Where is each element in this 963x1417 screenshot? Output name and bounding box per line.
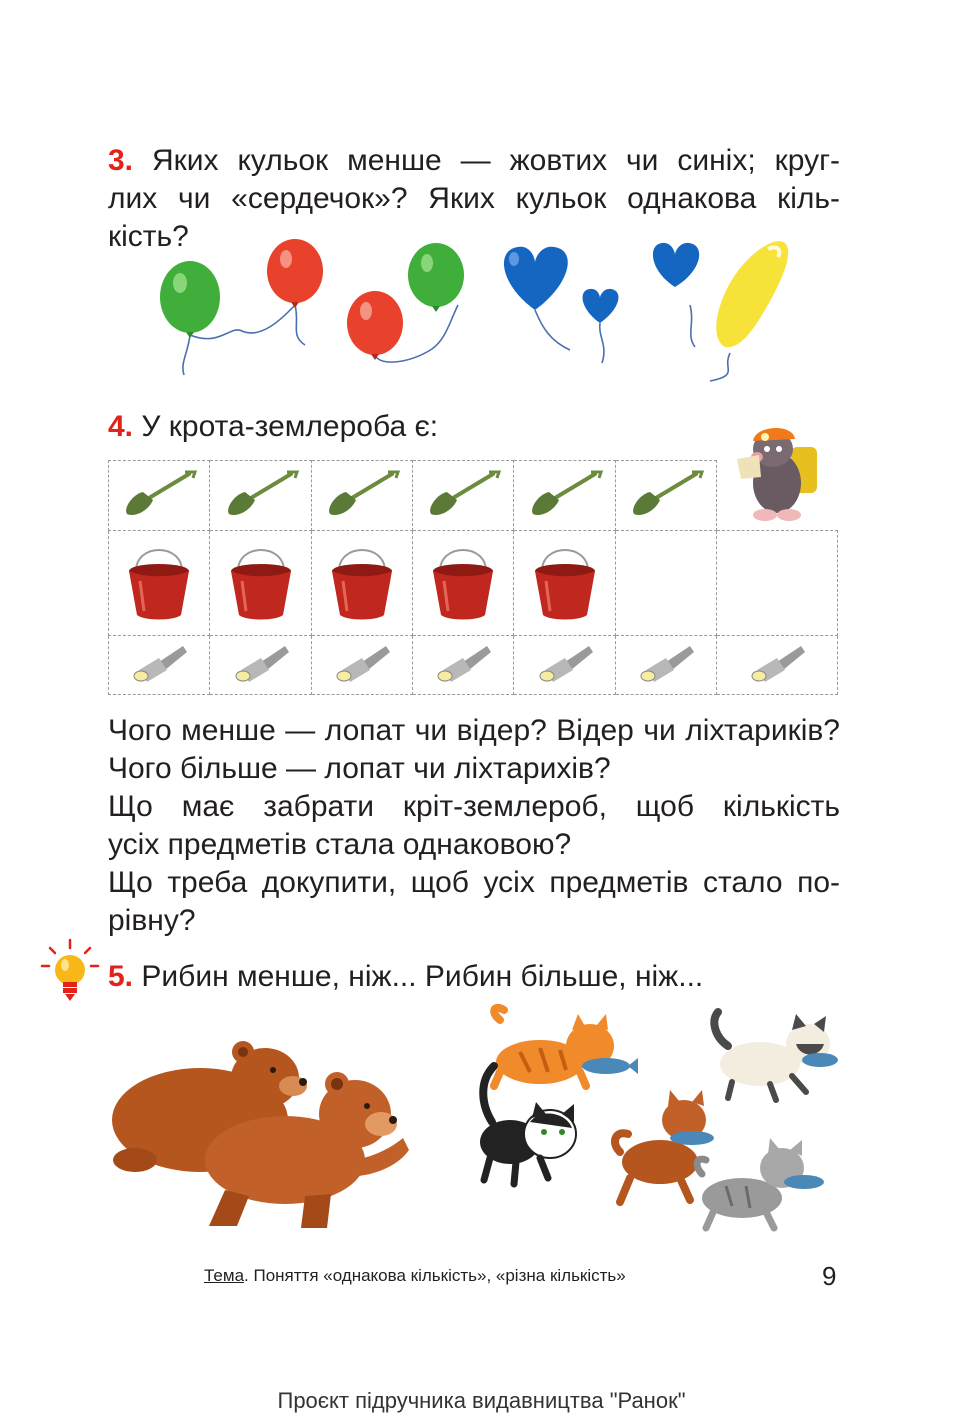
mole-cell	[717, 461, 838, 531]
task-4-number: 4.	[108, 410, 134, 443]
flashlight-icon	[433, 640, 493, 684]
task-4-question-4: усіх предметів стала однаковою?	[108, 828, 572, 861]
items-grid	[108, 460, 838, 695]
shovel-cell	[413, 461, 514, 531]
bears-illustration	[105, 1030, 415, 1230]
shovel-icon	[119, 468, 199, 518]
shovel-icon	[423, 468, 503, 518]
bucket-icon	[124, 537, 194, 623]
task-4-question-5: Що треба докупити, щоб усіх предметів стало по-	[108, 866, 840, 899]
grid-row-shovels	[109, 461, 838, 531]
bucket-cell	[311, 530, 412, 635]
cat-brown	[615, 1090, 714, 1202]
balloon-blue-heart-2	[583, 289, 619, 323]
shovel-cell	[514, 461, 615, 531]
task-4-question-1: Чого менше — лопат чи відер? Відер чи ліхтариків?	[108, 714, 840, 747]
footer-topic	[204, 1266, 626, 1286]
bucket-icon	[428, 537, 498, 623]
task-5-text	[108, 958, 840, 996]
project-note: Проєкт підручника видавництва "Ранок"	[277, 1388, 686, 1413]
task-3-number: 3.	[108, 144, 134, 177]
shovel-icon	[525, 468, 605, 518]
flashlight-cell	[413, 635, 514, 694]
shovel-cell	[210, 461, 311, 531]
bucket-icon	[226, 537, 296, 623]
balloon-red-2	[347, 291, 403, 360]
task-4-question-2: Чого більше — лопат чи ліхтарихів?	[108, 752, 611, 785]
task-4-questions	[108, 712, 840, 940]
task-5-question: Рибин менше, ніж... Рибин більше, ніж...	[141, 960, 704, 993]
bucket-icon	[327, 537, 397, 623]
footer-topic-label: Тема	[204, 1266, 245, 1285]
bucket-cell	[109, 530, 210, 635]
flashlight-icon	[636, 640, 696, 684]
task-3-line-2: лих чи «сердечок»? Яких кульок однакова кіль-	[108, 182, 840, 215]
shovel-icon	[322, 468, 402, 518]
flashlight-icon	[231, 640, 291, 684]
bucket-cell	[210, 530, 311, 635]
shovel-cell	[311, 461, 412, 531]
flashlight-cell	[311, 635, 412, 694]
task-3-line-3: кість?	[108, 220, 189, 253]
empty-cell	[717, 530, 838, 635]
cats-illustration	[470, 1002, 842, 1240]
page-number: 9	[822, 1261, 837, 1291]
balloon-green-1	[160, 261, 220, 338]
flashlight-cell	[109, 635, 210, 694]
footer-topic-text: . Поняття «однакова кількість», «різна кількість»	[244, 1266, 626, 1285]
balloon-red-1	[267, 239, 323, 308]
bucket-icon	[530, 537, 600, 623]
task-5-number: 5.	[108, 960, 134, 993]
shovel-icon	[626, 468, 706, 518]
shovel-cell	[615, 461, 716, 531]
shovel-icon	[221, 468, 301, 518]
cat-orange	[494, 1008, 638, 1086]
flashlight-icon	[129, 640, 189, 684]
task-4-question-3: Що має забрати кріт-землероб, щоб кількість	[108, 790, 840, 823]
task-3-line-1: Яких кульок менше — жовтих чи синіх; круг-	[151, 144, 840, 177]
balloon-blue-heart-1	[504, 247, 568, 310]
bucket-cell	[514, 530, 615, 635]
flashlight-icon	[747, 640, 807, 684]
bucket-cell	[413, 530, 514, 635]
flashlight-cell	[514, 635, 615, 694]
empty-cell	[615, 530, 716, 635]
balloons-illustration	[150, 235, 810, 383]
flashlight-cell	[717, 635, 838, 694]
flashlight-cell	[615, 635, 716, 694]
cat-grey	[697, 1138, 824, 1228]
flashlight-cell	[210, 635, 311, 694]
shovel-cell	[109, 461, 210, 531]
mole-icon	[729, 407, 825, 525]
cat-siamese	[714, 1012, 838, 1100]
balloon-green-2	[408, 243, 464, 312]
lightbulb-icon	[40, 938, 100, 1004]
grid-row-flashlights	[109, 635, 838, 694]
flashlight-icon	[535, 640, 595, 684]
grid-row-buckets	[109, 530, 838, 635]
balloon-yellow-long	[716, 241, 788, 347]
balloon-blue-heart-3	[653, 243, 699, 287]
flashlight-icon	[332, 640, 392, 684]
task-4-question-6: рівну?	[108, 904, 196, 937]
task-4-intro-text: У крота-землероба є:	[141, 410, 439, 443]
